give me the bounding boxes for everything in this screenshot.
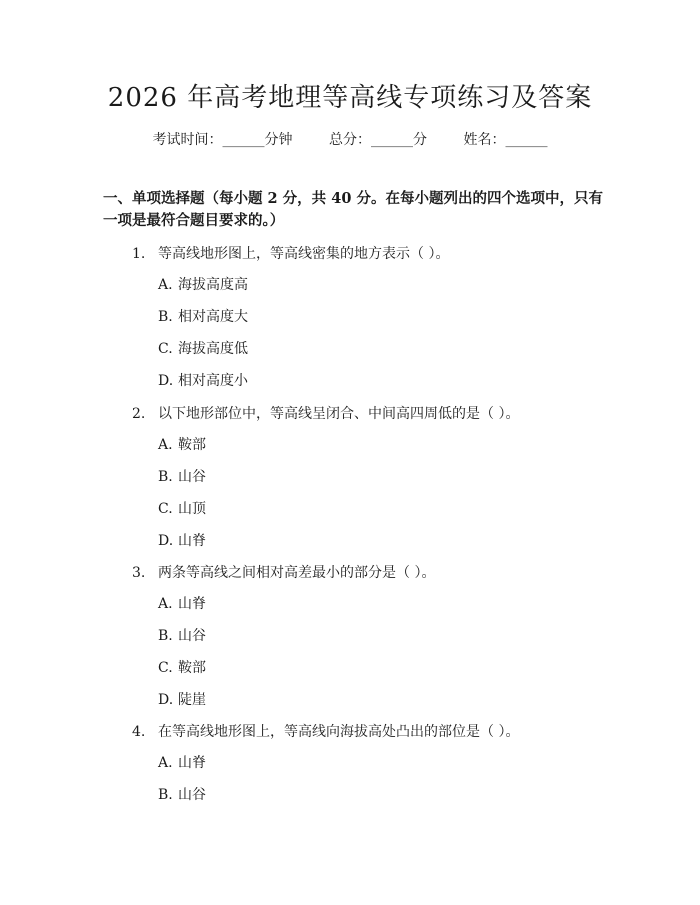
question-2 — [132, 404, 519, 424]
question-number: 1. — [132, 246, 146, 262]
option-1a: A. 海拔高度高 — [158, 277, 248, 293]
question-text: 两条等高线之间相对高差最小的部分是（ ）。 — [158, 565, 436, 581]
question-number: 2. — [132, 406, 146, 422]
option-1b: B. 相对高度大 — [158, 309, 248, 325]
section-heading: 一、单项选择题（每小题 2 分，共 40 分。在每小题列出的四个选项中，只有一项是最符合题目要求的。） — [103, 190, 603, 229]
option-3c: C. 鞍部 — [158, 660, 206, 676]
option-3b: B. 山谷 — [158, 628, 206, 644]
option-4b: B. 山谷 — [158, 787, 206, 803]
option-2b: B. 山谷 — [158, 469, 206, 485]
option-1d: D. 相对高度小 — [158, 373, 248, 389]
question-text: 等高线地形图上，等高线密集的地方表示（ ）。 — [158, 246, 450, 262]
question-text: 在等高线地形图上，等高线向海拔高处凸出的部位是（ ）。 — [158, 724, 520, 740]
option-2d: D. 山脊 — [158, 533, 206, 549]
exam-time: 考试时间：______分钟 — [152, 132, 293, 148]
question-1 — [132, 244, 449, 264]
question-text: 以下地形部位中，等高线呈闭合、中间高四周低的是（ ）。 — [158, 406, 520, 422]
exam-meta — [0, 130, 700, 150]
document-title: 2026 年高考地理等高线专项练习及答案 — [107, 83, 593, 113]
option-1c: C. 海拔高度低 — [158, 341, 248, 357]
question-number: 3. — [132, 565, 146, 581]
question-3 — [132, 563, 435, 583]
exam-score: 总分：______分 — [329, 132, 427, 148]
option-3a: A. 山脊 — [158, 596, 206, 612]
exam-name: 姓名：______ — [463, 132, 548, 148]
option-2c: C. 山顶 — [158, 501, 206, 517]
option-2a: A. 鞍部 — [158, 437, 206, 453]
option-4a: A. 山脊 — [158, 755, 206, 771]
question-number: 4. — [132, 724, 146, 740]
option-3d: D. 陡崖 — [158, 692, 206, 708]
question-4 — [132, 722, 519, 742]
